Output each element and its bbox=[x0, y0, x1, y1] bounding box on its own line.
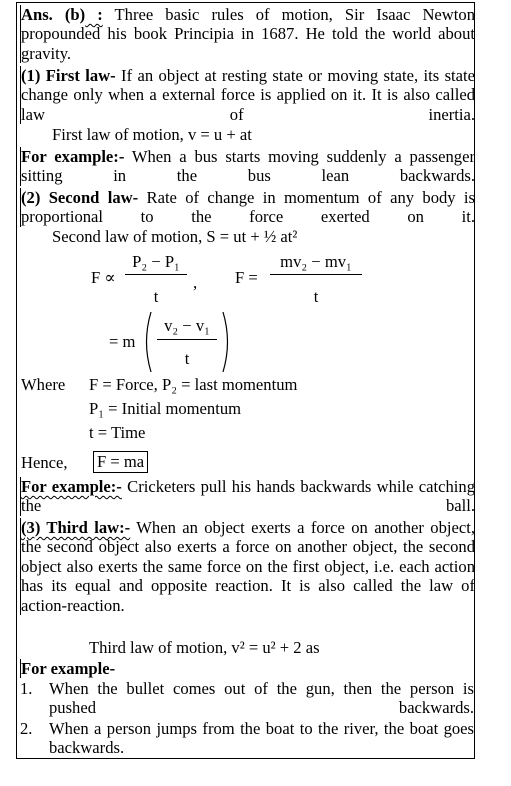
answer-intro bbox=[20, 5, 475, 63]
list-item-text: When a person jumps from the boat to the river, the boat goes backwards. bbox=[49, 719, 474, 758]
hence-formula: F = ma bbox=[93, 451, 148, 473]
right-paren-icon bbox=[221, 311, 233, 373]
fraction-1-numerator: P₂ − P₁ bbox=[132, 252, 180, 271]
first-law-example bbox=[20, 147, 475, 186]
fraction-2-line bbox=[270, 274, 362, 275]
first-law-example-label: For example:- bbox=[21, 147, 125, 166]
list-item-number: 2. bbox=[20, 719, 33, 738]
where-label: Where bbox=[21, 375, 66, 394]
fraction-2-numerator: mv₂ − mv₁ bbox=[280, 252, 352, 271]
answer-box bbox=[16, 2, 475, 759]
hence-label: Hence, bbox=[21, 453, 68, 472]
left-paren-icon bbox=[141, 311, 153, 373]
second-law-equation: Second law of motion, S = ut + ½ at² bbox=[52, 227, 298, 246]
second-law-text: Rate of change in momentum of any body is proportional to the force exerted on it. bbox=[21, 188, 475, 227]
second-law-example-text: Cricketers pull his hands backwards while catching the ball. bbox=[21, 477, 476, 516]
fraction-3-numerator: v₂ − v₁ bbox=[164, 316, 210, 335]
first-law-text: If an object at resting state or moving state, its state change only when a external force is applied on it. It is also called law of inertia. bbox=[21, 66, 475, 124]
list-item bbox=[20, 679, 474, 719]
first-law-heading: (1) First law- bbox=[21, 66, 116, 85]
fraction-1-denominator: t bbox=[153, 287, 159, 306]
answer-colon: : bbox=[85, 5, 103, 24]
first-law-equation: First law of motion, v = u + at bbox=[52, 125, 252, 144]
equals-m: = m bbox=[109, 332, 136, 351]
fraction-2-denominator: t bbox=[313, 287, 319, 306]
second-law-example-label: For example:- bbox=[21, 477, 122, 496]
f-equals: F = bbox=[235, 268, 258, 287]
where-line-3: t = Time bbox=[89, 423, 146, 442]
where-line-2: P₁ = Initial momentum bbox=[89, 399, 242, 418]
third-law-text: When an object exerts a force on another object, the second object also exerts a force on another object, the second object also exerts the same force on the first object, i.e. each action has its equal and opposite reaction. It is also called the law of action-reaction. bbox=[21, 518, 475, 615]
list-item bbox=[20, 719, 474, 759]
first-law-example-text: When a bus starts moving suddenly a passenger sitting in the bus lean backwards. bbox=[21, 147, 475, 186]
third-law-example-label: For example- bbox=[20, 659, 475, 678]
where-line-1: F = Force, P₂ = last momentum bbox=[89, 375, 298, 394]
second-law-heading: (2) Second law- bbox=[21, 188, 139, 207]
second-law-paragraph bbox=[20, 188, 475, 227]
first-law-paragraph bbox=[20, 66, 475, 124]
third-law-paragraph bbox=[20, 518, 475, 615]
third-law-heading: (3) Third law:- bbox=[21, 518, 131, 537]
list-item-number: 1. bbox=[20, 679, 33, 698]
fraction-3-line bbox=[157, 339, 217, 340]
f-proportional: F ∝ bbox=[91, 268, 116, 287]
second-law-example bbox=[20, 477, 475, 516]
answer-intro-text: Three basic rules of motion, Sir Isaac Newton propounded his book Principia in 1687. He told the world about gravity. bbox=[21, 5, 475, 63]
formula-comma: , bbox=[193, 273, 198, 292]
third-law-equation: Third law of motion, v² = u² + 2 as bbox=[89, 638, 320, 657]
fraction-3-denominator: t bbox=[184, 349, 190, 368]
answer-label: Ans. (b) bbox=[21, 5, 86, 24]
fraction-1-line bbox=[125, 274, 187, 275]
list-item-text: When the bullet comes out of the gun, then the person is pushed backwards. bbox=[49, 679, 474, 718]
